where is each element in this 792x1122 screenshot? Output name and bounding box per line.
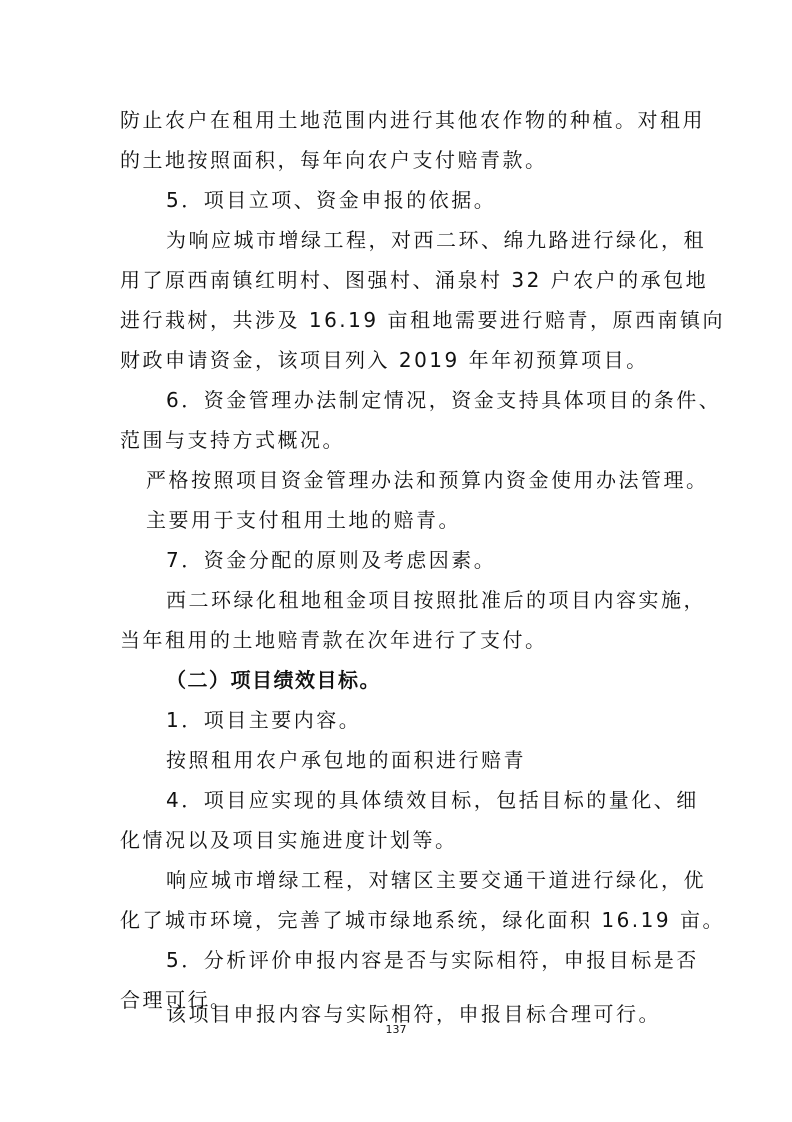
body-text-line: 西二环绿化租地租金项目按照批准后的项目内容实施， <box>166 588 706 612</box>
section-item-heading: 1．项目主要内容。 <box>166 708 362 732</box>
body-text-line: 主要用于支付租用土地的赔青。 <box>146 508 461 532</box>
body-text-line: 防止农户在租用土地范围内进行其他农作物的种植。对租用 <box>120 108 705 132</box>
section-item-heading: 7．资金分配的原则及考虑因素。 <box>166 548 497 572</box>
body-text-line: 的土地按照面积，每年向农户支付赔青款。 <box>120 148 548 172</box>
page-number: 137 <box>385 1023 407 1036</box>
section-item-heading: 6．资金管理办法制定情况，资金支持具体项目的条件、 <box>166 388 722 412</box>
section-item-heading-continuation: 范围与支持方式概况。 <box>120 428 345 452</box>
body-text-line: 化了城市环境，完善了城市绿地系统，绿化面积 16.19 亩。 <box>120 908 725 932</box>
body-text-line: 财政申请资金，该项目列入 2019 年年初预算项目。 <box>120 348 649 372</box>
section-item-heading-continuation: 合理可行。 <box>120 988 233 1012</box>
section-item-heading: 5．分析评价申报内容是否与实际相符，申报目标是否 <box>166 948 699 972</box>
section-item-heading-continuation: 化情况以及项目实施进度计划等。 <box>120 828 458 852</box>
body-text-line: 用了原西南镇红明村、图强村、涌泉村 32 户农户的承包地 <box>120 268 709 292</box>
body-text-line: 响应城市增绿工程，对辖区主要交通干道进行绿化，优 <box>166 868 706 892</box>
section-item-heading: 5．项目立项、资金申报的依据。 <box>166 188 497 212</box>
section-item-heading: 4．项目应实现的具体绩效目标，包括目标的量化、细 <box>166 788 699 812</box>
body-text-line: 该项目申报内容与实际相符，申报目标合理可行。 <box>166 1002 661 1026</box>
body-text-line: 按照租用农户承包地的面积进行赔青 <box>166 748 526 772</box>
body-text-line: 进行栽树，共涉及 16.19 亩租地需要进行赔青，原西南镇向 <box>120 308 725 332</box>
body-text-line: 为响应城市增绿工程，对西二环、绵九路进行绿化，租 <box>166 228 706 252</box>
section-heading: （二）项目绩效目标。 <box>166 668 381 692</box>
body-text-line: 当年租用的土地赔青款在次年进行了支付。 <box>120 628 548 652</box>
body-text-line: 严格按照项目资金管理办法和预算内资金使用办法管理。 <box>146 468 709 492</box>
